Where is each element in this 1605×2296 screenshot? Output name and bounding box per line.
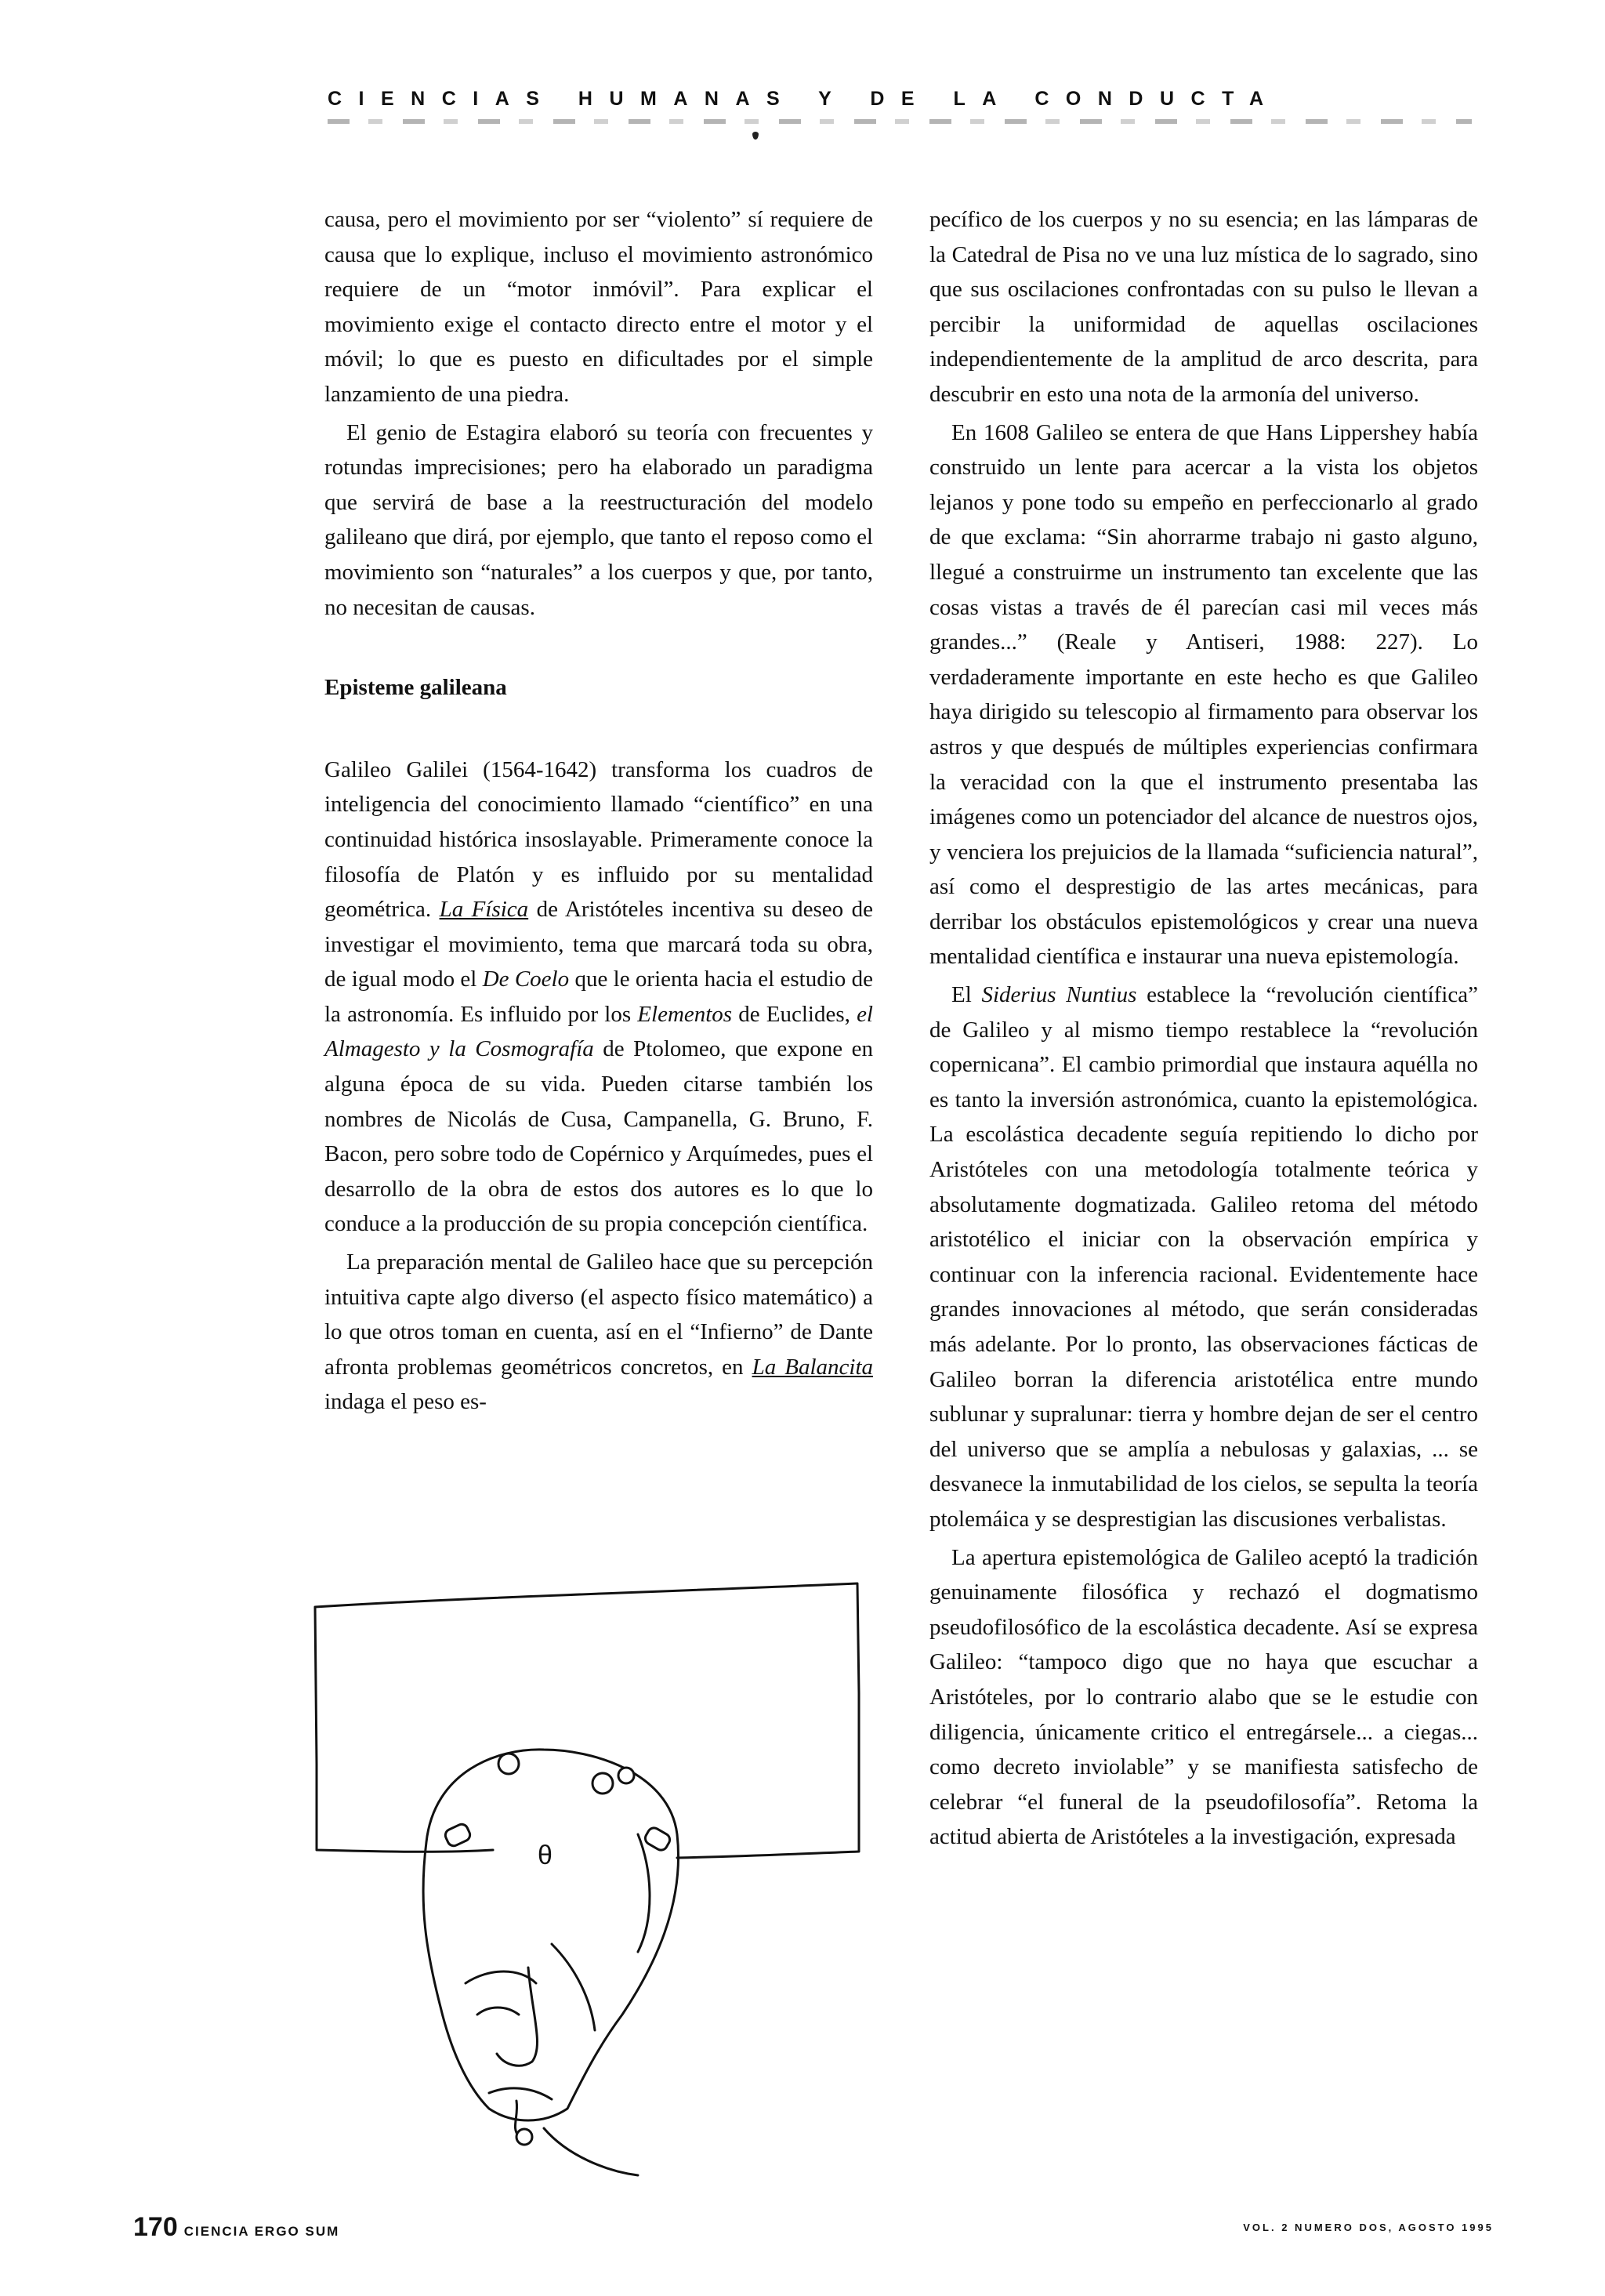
drawing-head-outline [423,1750,679,2120]
drawing-nose [497,1968,537,2066]
paragraph: causa, pero el movimiento por ser “violento” sí requiere de causa que lo explique, incluso el movimiento astronómico requiere de un “motor inmóvil”. Para explicar el movimiento exige el contacto directo entre el motor y el móvil; lo que es puesto en dificultades por el simple lanzamiento de una piedra. [324,207,873,407]
work-title: Siderius Nuntius [981,982,1137,1008]
text-run: La preparación mental de Galileo hace que su percepción intuitiva capte algo diverso (el aspecto físico matemático) a lo que otros toman en cuenta, así en el “Infierno” de Dante afronta problemas geométricos concretos, en [324,1250,873,1380]
work-title: Elementos [637,1001,733,1027]
drawing-brow [466,1971,536,1983]
text-run: de Euclides, [732,1001,857,1027]
text-run: Galileo Galilei (1564-1642) transforma los cuadros de inteligencia del conocimiento llamado “científico” en una continuidad histórica insoslayable. Primeramente conoce la filosofía de Platón y es influido por su mentalidad geométrica. [324,756,873,923]
drawing-mark: θ [538,1841,553,1870]
text-run: establece la “revolución científica” de Galileo y al mismo tiempo restablece la “revolución copernicana”. El cambio primordial que instaura aquélla no es tanto la inversión astronómica, cuanto la epistemológica. La escolástica decadente seguía repitiendo lo dicho por Aristóteles con una metodología totalmente teórica y absolutamente dogmatizada. Galileo retoma del método aristotélico el iniciar con la observación empírica y continuar con la inferencia racional. Evidentemente hace grandes innovaciones al método, que serán consideradas más adelante. Por lo pronto, las observaciones fácticas de Galileo borran la diferencia aristotélica entre mundo sublunar y supralunar: tierra y hombre dejan de ser el centro del universo que se amplía a nebulosas y galaxias, ... se desvanece la inmutabilidad de los cielos, se sepulta la teoría ptolemáica y se desprestigian las discusiones verbalistas. [929,982,1478,1532]
electrode-3 [444,1823,472,1848]
drawing-cheek [552,1944,595,2030]
electrode-1 [498,1754,519,1774]
work-title: La Balancita [752,1354,874,1380]
paragraph: La apertura epistemológica de Galileo aceptó la tradición genuinamente filosófica y rechazó el dogmatismo pseudofilosófico de la escolástica decadente. Así se expresa Galileo: “tampoco digo que no haya que escuchar a Aristóteles, por lo contrario alabo que se le estudie con diligencia, únicamente critico el entregársele... a ciegas... como decreto inviolable” y se manifiesta satisfecho de celebrar “el funeral de la pseudofilosofía”. Retoma la actitud abierta de Aristóteles a la investigación, expresada [929,1544,1478,1850]
section-title: Episteme galileana [324,675,507,701]
work-title: el Almagesto y la Cosmografía [324,1001,873,1062]
page-number: 170 [133,2212,178,2242]
left-column [324,202,873,1420]
paragraph [929,978,1478,1537]
drawing-mouth [489,2088,552,2099]
work-title: De Coelo [482,967,570,992]
drawing-frame [315,1583,859,1858]
paragraph [324,753,873,1242]
running-header: CIENCIAS HUMANAS Y DE LA CONDUCTA [328,88,1281,110]
work-title: La Física [439,897,529,923]
drawing-neck [544,2128,638,2175]
journal-name: CIENCIA ERGO SUM [183,2224,340,2239]
right-column [929,202,1478,1855]
text-run: de Ptolomeo, que expone en alguna época de su vida. Pueden citarse también los nombres de Nicolás de Cusa, Campanella, G. Bruno, F. Bacon, pero sobre todo de Copérnico y Arquímedes, pues el desarrollo de la obra de estos dos autores es lo que lo conduce a la producción de su propia concepción científica. [324,1036,873,1237]
drawing-eye [477,2008,519,2015]
text-run: de Aristóteles incentiva su deseo de investigar el movimiento, tema que marcará toda su obra, de igual modo el [324,897,873,992]
paragraph [324,1245,873,1420]
header-rule [328,119,1472,124]
issue-info: VOL. 2 NUMERO DOS, AGOSTO 1995 [1243,2222,1494,2233]
electrode-6 [516,2129,532,2145]
paragraph: En 1608 Galileo se entera de que Hans Lippershey había construido un lente para acercar a la vista los objetos lejanos y pone todo su empeño en perfeccionarlo al grado de que exclama: “Sin ahorrarme trabajo ni gasto alguno, llegué a construirme un instrumento tan excelente que las cosas vistas a través de él parecían casi mil veces más grandes...” (Reale y Antiseri, 1988: 227). Lo verdaderamente importante en este hecho es que Galileo haya dirigido su telescopio al firmamento para observar los astros y que después de múltiples experiencias confirmara la veracidad con la que el instrumento presentaba las imágenes como un potenciador del alcance de nuestros ojos, y venciera los prejuicios de la llamada “suficiencia natural”, así como el desprestigio de las artes mecánicas, para derribar los obstáculos epistemológicos y crear una nueva mentalidad científica e instaurar una nueva epistemología. [929,419,1478,970]
text-run: que le orienta hacia el estudio de la astronomía. Es influido por los [324,967,874,1027]
electrode-4 [643,1826,672,1852]
electrode-5 [618,1768,634,1783]
header-ornament [752,132,759,140]
drawing-temple [638,1834,650,1952]
footer-left [133,2212,339,2243]
electrode-2 [592,1773,613,1794]
paragraph: El genio de Estagira elaboró su teoría con frecuentes y rotundas imprecisiones; pero ha elaborado un paradigma que servirá de base a la reestructuración del modelo galileano que dirá, por ejemplo, que tanto el reposo como el movimiento son “naturales” a los cuerpos y que, por tanto, no necesitan de causas. [324,419,873,620]
text-run: indaga el peso es- [324,1389,487,1415]
paragraph: pecífico de los cuerpos y no su esencia; en las lámparas de la Catedral de Pisa no ve una luz mística de lo sagrado, sino que sus oscilaciones confrontadas con su pulso le llevan a percibir la uniformidad de aquellas oscilaciones independientemente de la amplitud de arco descrita, para descubrir en esto una nota de la armonía del universo. [929,207,1478,407]
line-drawing-head-figure [309,1576,873,2179]
text-run: El [951,982,982,1008]
